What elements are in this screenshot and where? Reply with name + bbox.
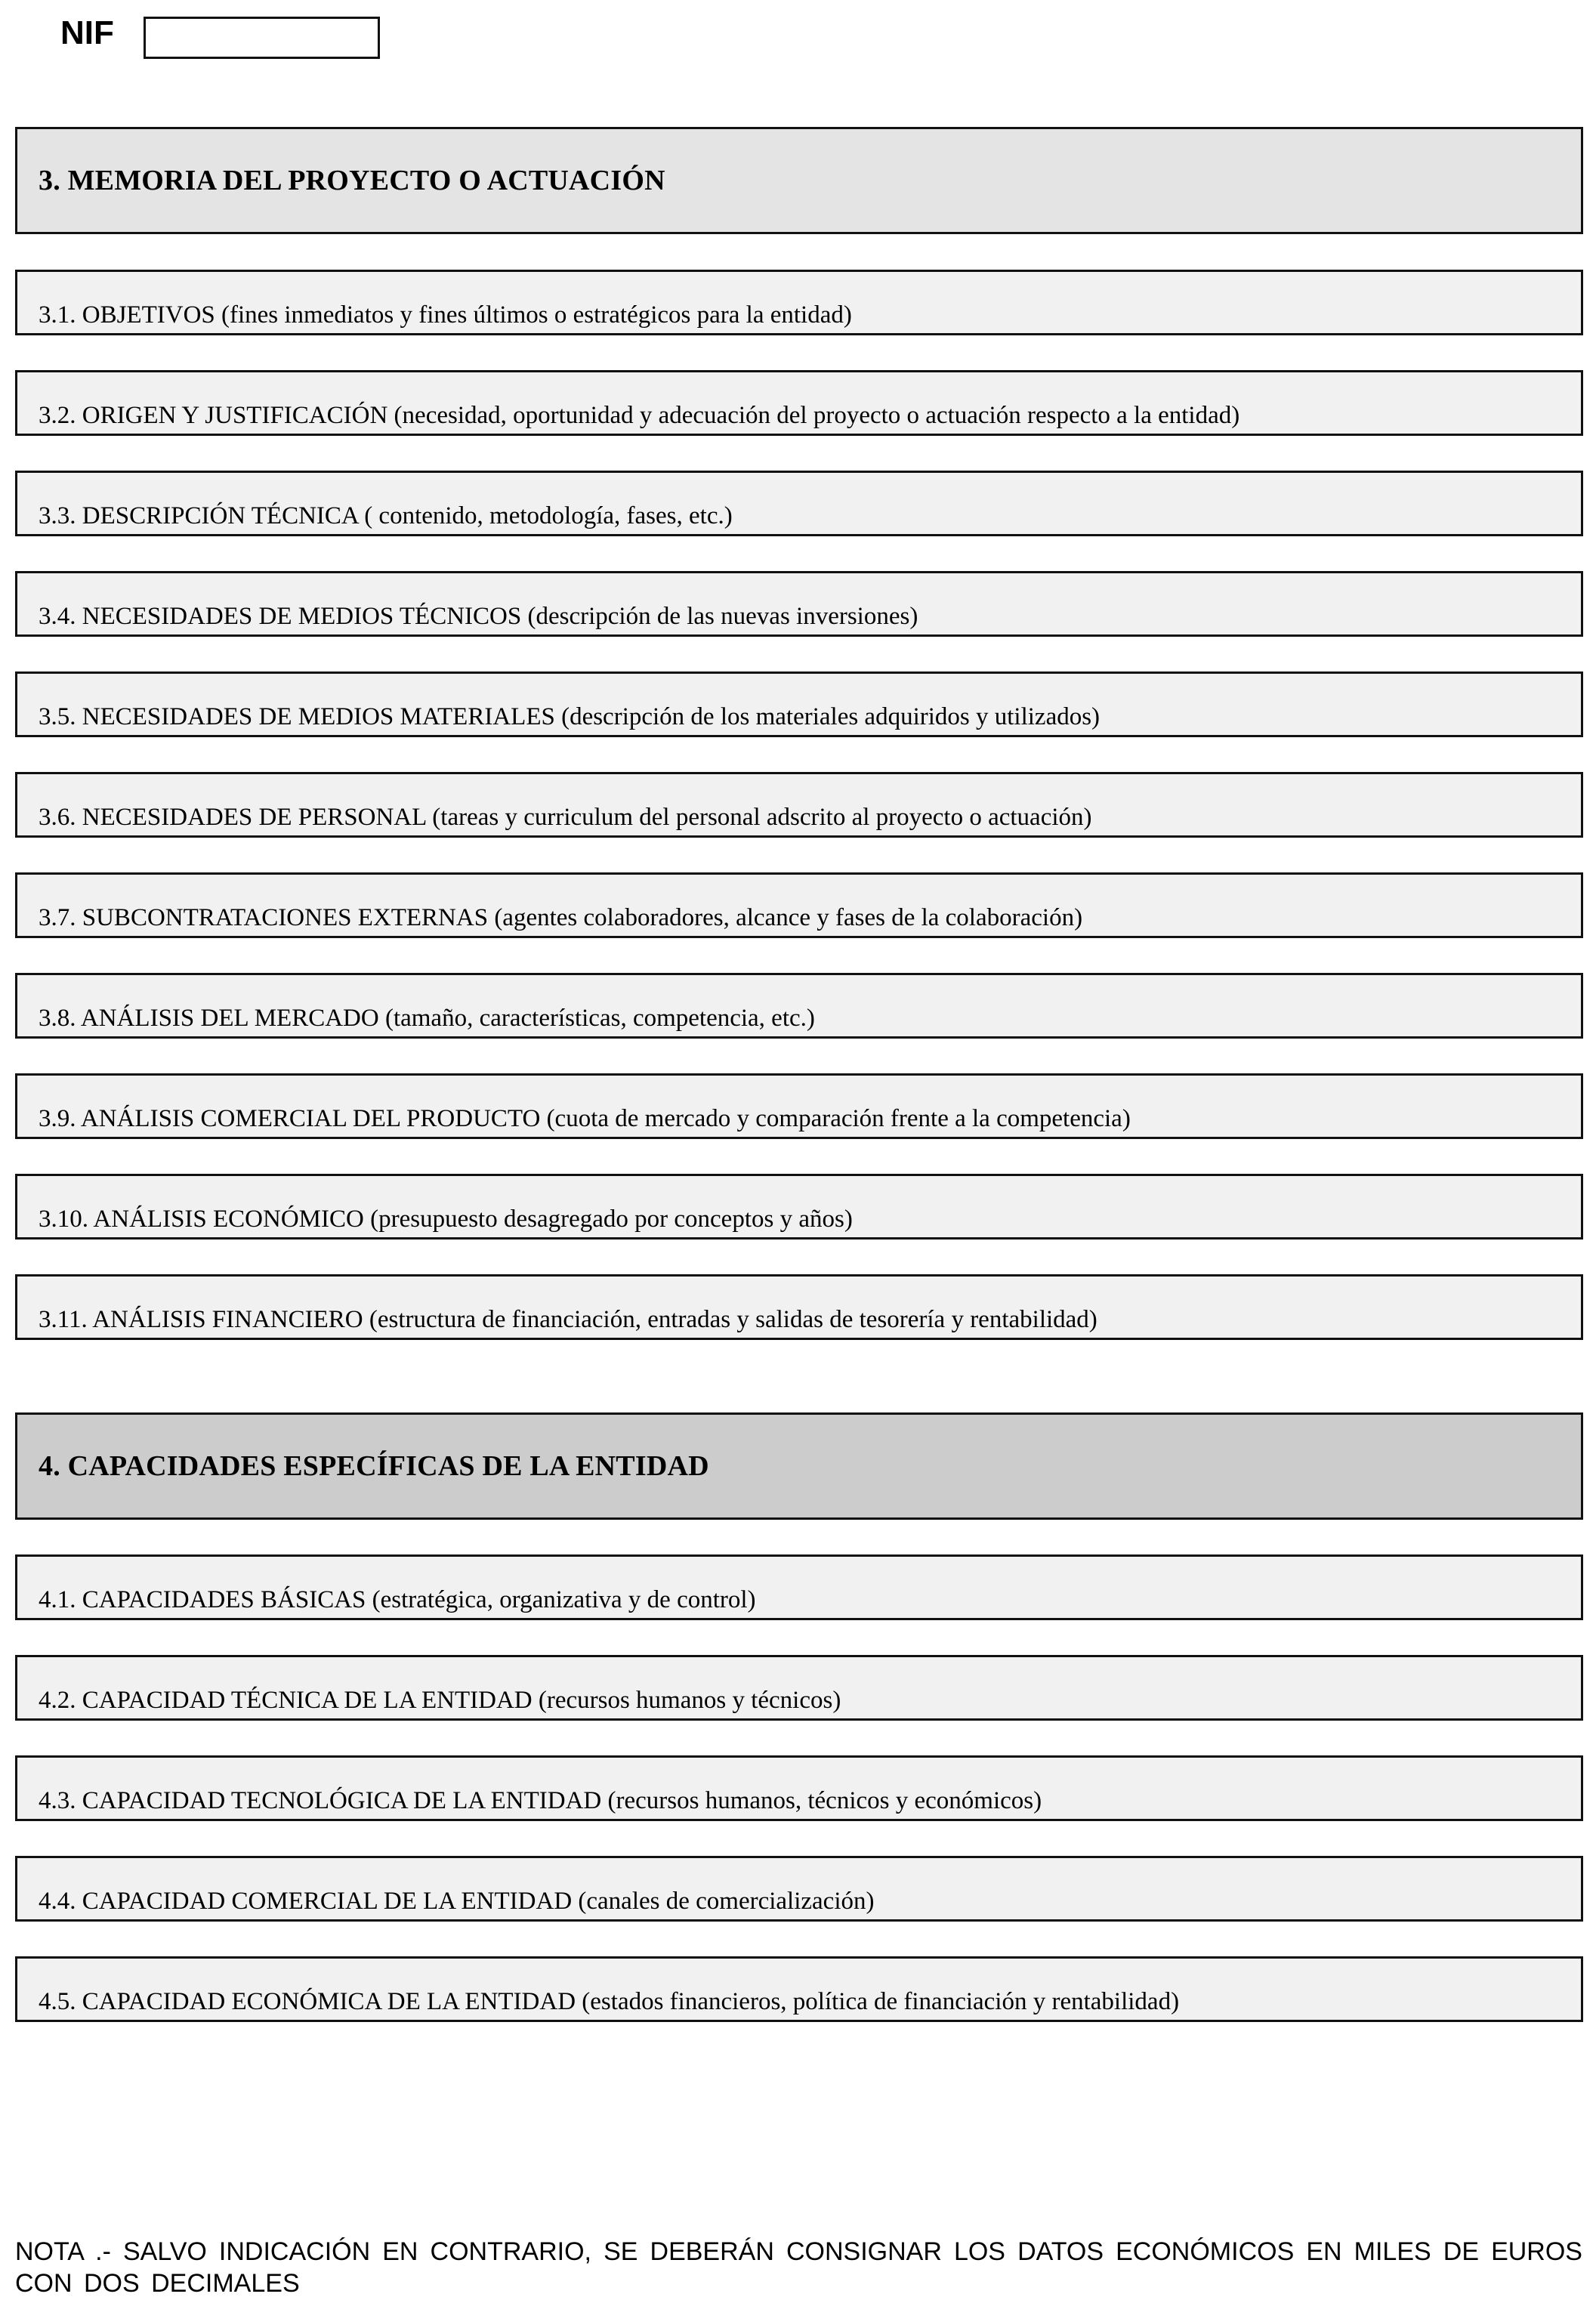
field-3-11-analisis-financiero[interactable] — [15, 1274, 1583, 1340]
field-3-8-analisis-mercado[interactable] — [15, 973, 1583, 1039]
field-3-7-subcontrataciones[interactable] — [15, 872, 1583, 938]
section-3-header — [15, 127, 1583, 234]
nif-input[interactable] — [144, 17, 380, 59]
field-label: 3.1. OBJETIVOS (fines inmediatos y fines últimos o estratégicos para la entidad) — [39, 301, 852, 329]
nif-label: NIF — [60, 14, 114, 51]
field-label: 3.10. ANÁLISIS ECONÓMICO (presupuesto desagregado por conceptos y años) — [39, 1206, 853, 1233]
footer-note: NOTA .- SALVO INDICACIÓN EN CONTRARIO, SE DEBERÁN CONSIGNAR LOS DATOS ECONÓMICOS EN MILES DE EUROS CON DOS DECIMALES — [15, 2237, 1582, 2298]
field-4-5-capacidad-economica[interactable] — [15, 1956, 1583, 2022]
field-4-4-capacidad-comercial[interactable] — [15, 1856, 1583, 1922]
field-label: 3.2. ORIGEN Y JUSTIFICACIÓN (necesidad, oportunidad y adecuación del proyecto o actuación respecto a la entidad) — [39, 402, 1240, 429]
field-label: 3.7. SUBCONTRATACIONES EXTERNAS (agentes colaboradores, alcance y fases de la colaboración) — [39, 904, 1083, 931]
field-3-2-origen-justificacion[interactable] — [15, 370, 1583, 436]
field-label: 4.5. CAPACIDAD ECONÓMICA DE LA ENTIDAD (estados financieros, política de financiación y rentabilidad) — [39, 1988, 1180, 2015]
field-label: 3.11. ANÁLISIS FINANCIERO (estructura de financiación, entradas y salidas de tesorería y rentabilidad) — [39, 1306, 1097, 1333]
field-label: 3.8. ANÁLISIS DEL MERCADO (tamaño, características, competencia, etc.) — [39, 1005, 815, 1032]
field-3-3-descripcion-tecnica[interactable] — [15, 471, 1583, 536]
section-4-header — [15, 1412, 1583, 1520]
field-4-3-capacidad-tecnologica[interactable] — [15, 1755, 1583, 1821]
field-3-9-analisis-comercial[interactable] — [15, 1073, 1583, 1139]
field-label: 4.3. CAPACIDAD TECNOLÓGICA DE LA ENTIDAD (recursos humanos, técnicos y económicos) — [39, 1787, 1042, 1814]
field-label: 3.3. DESCRIPCIÓN TÉCNICA ( contenido, metodología, fases, etc.) — [39, 502, 733, 529]
field-3-10-analisis-economico[interactable] — [15, 1174, 1583, 1240]
field-label: 3.4. NECESIDADES DE MEDIOS TÉCNICOS (descripción de las nuevas inversiones) — [39, 603, 918, 630]
field-label: 3.9. ANÁLISIS COMERCIAL DEL PRODUCTO (cuota de mercado y comparación frente a la competencia) — [39, 1105, 1131, 1132]
section-4-title: 4. CAPACIDADES ESPECÍFICAS DE LA ENTIDAD — [39, 1450, 709, 1482]
section-3-title: 3. MEMORIA DEL PROYECTO O ACTUACIÓN — [39, 165, 665, 196]
field-label: 4.1. CAPACIDADES BÁSICAS (estratégica, organizativa y de control) — [39, 1586, 756, 1613]
field-label: 3.5. NECESIDADES DE MEDIOS MATERIALES (descripción de los materiales adquiridos y utilizados) — [39, 703, 1101, 730]
field-4-2-capacidad-tecnica[interactable] — [15, 1655, 1583, 1721]
field-label: 4.2. CAPACIDAD TÉCNICA DE LA ENTIDAD (recursos humanos y técnicos) — [39, 1687, 841, 1714]
field-label: 3.6. NECESIDADES DE PERSONAL (tareas y curriculum del personal adscrito al proyecto o actuación) — [39, 804, 1092, 831]
field-3-6-personal[interactable] — [15, 772, 1583, 838]
field-3-4-medios-tecnicos[interactable] — [15, 571, 1583, 637]
field-3-1-objetivos[interactable] — [15, 270, 1583, 335]
field-label: 4.4. CAPACIDAD COMERCIAL DE LA ENTIDAD (canales de comercialización) — [39, 1888, 875, 1915]
field-3-5-medios-materiales[interactable] — [15, 671, 1583, 737]
field-4-1-capacidades-basicas[interactable] — [15, 1554, 1583, 1620]
